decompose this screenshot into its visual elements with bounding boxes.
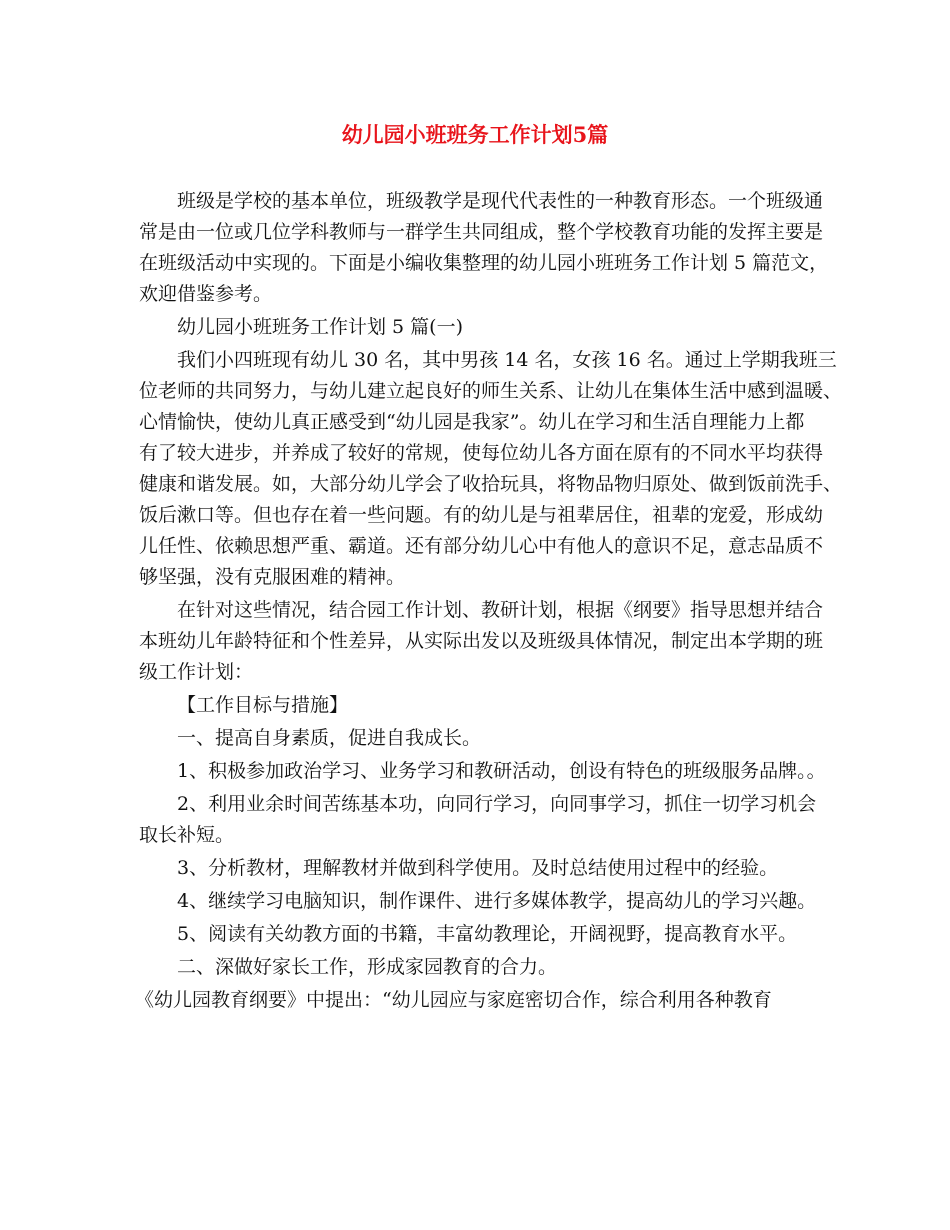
paragraph-line: 【工作目标与措施】 [177, 694, 349, 716]
paragraph-line: 有了较大进步，并养成了较好的常规，使每位幼儿各方面在原有的不同水平均获得 [139, 442, 824, 464]
paragraph [139, 345, 843, 593]
paragraph [139, 789, 819, 851]
paragraph-line: 3、分析教材，理解教材并做到科学使用。及时总结使用过程中的经验。 [177, 857, 779, 879]
paragraph-line: 儿任性、依赖思想严重、霸道。还有部分幼儿心中有他人的意识不足，意志品质不 [139, 535, 824, 557]
document-title: 幼儿园小班班务工作计划5篇 [341, 122, 609, 147]
paragraph-line: 在班级活动中实现的。下面是小编收集整理的幼儿园小班班务工作计划 5 篇范文， [139, 252, 829, 274]
paragraph-line: 常是由一位或几位学科教师与一群学生共同组成，整个学校教育功能的发挥主要是 [139, 221, 824, 243]
paragraph [139, 312, 819, 343]
paragraph-line: 2、利用业余时间苦练基本功，向同行学习，向同事学习，抓住一切学习机会 [177, 793, 817, 815]
paragraph-line: 够坚强，没有克服困难的精神。 [139, 566, 406, 588]
paragraph [139, 186, 829, 310]
paragraph-line: 在针对这些情况，结合园工作计划、教研计划，根据《纲要》指导思想并结合 [177, 599, 824, 621]
paragraph-line: 《幼儿园教育纲要》中提出：“幼儿园应与家庭密切合作，综合利用各种教育 [135, 989, 772, 1011]
paragraph-line: 级工作计划： [139, 661, 254, 683]
paragraph-line: 本班幼儿年龄特征和个性差异，从实际出发以及班级具体情况，制定出本学期的班 [139, 630, 824, 652]
paragraph-line: 二、深做好家长工作，形成家园教育的合力。 [177, 956, 558, 978]
paragraph-line: 欢迎借鉴参考。 [139, 283, 273, 305]
paragraph [139, 853, 819, 884]
paragraph [139, 952, 819, 983]
paragraph [139, 919, 819, 950]
paragraph-line: 健康和谐发展。如，大部分幼儿学会了收拾玩具，将物品物归原处、做到饭前洗手、 [139, 473, 843, 495]
paragraph [139, 595, 824, 688]
paragraph-line: 取长补短。 [139, 824, 235, 846]
paragraph-line: 心情愉快，使幼儿真正感受到“幼儿园是我家”。幼儿在学习和生活自理能力上都 [139, 411, 805, 433]
paragraph [139, 886, 819, 917]
paragraph [139, 756, 826, 787]
paragraph-line: 5、阅读有关幼教方面的书籍，丰富幼教理论，开阔视野，提高教育水平。 [177, 923, 798, 945]
paragraph [139, 690, 819, 721]
paragraph-line: 班级是学校的基本单位，班级教学是现代代表性的一种教育形态。一个班级通 [177, 190, 824, 212]
paragraph-line: 我们小四班现有幼儿 30 名，其中男孩 14 名，女孩 16 名。通过上学期我班三 [177, 349, 837, 371]
paragraph [139, 723, 819, 754]
paragraph-line: 幼儿园小班班务工作计划 5 篇(一) [177, 316, 463, 338]
document-body [135, 186, 843, 1018]
paragraph-line: 1、积极参加政治学习、业务学习和教研活动，创设有特色的班级服务品牌。。 [177, 760, 826, 782]
paragraph-line: 饭后漱口等。但也存在着一些问题。有的幼儿是与祖辈居住，祖辈的宠爱，形成幼 [139, 504, 824, 526]
paragraph-line: 一、提高自身素质，促进自我成长。 [177, 727, 482, 749]
paragraph-line: 4、继续学习电脑知识，制作课件、进行多媒体教学，提高幼儿的学习兴趣。 [177, 890, 817, 912]
paragraph [135, 985, 819, 1016]
paragraph-line: 位老师的共同努力，与幼儿建立起良好的师生关系、让幼儿在集体生活中感到温暖、 [139, 380, 843, 402]
